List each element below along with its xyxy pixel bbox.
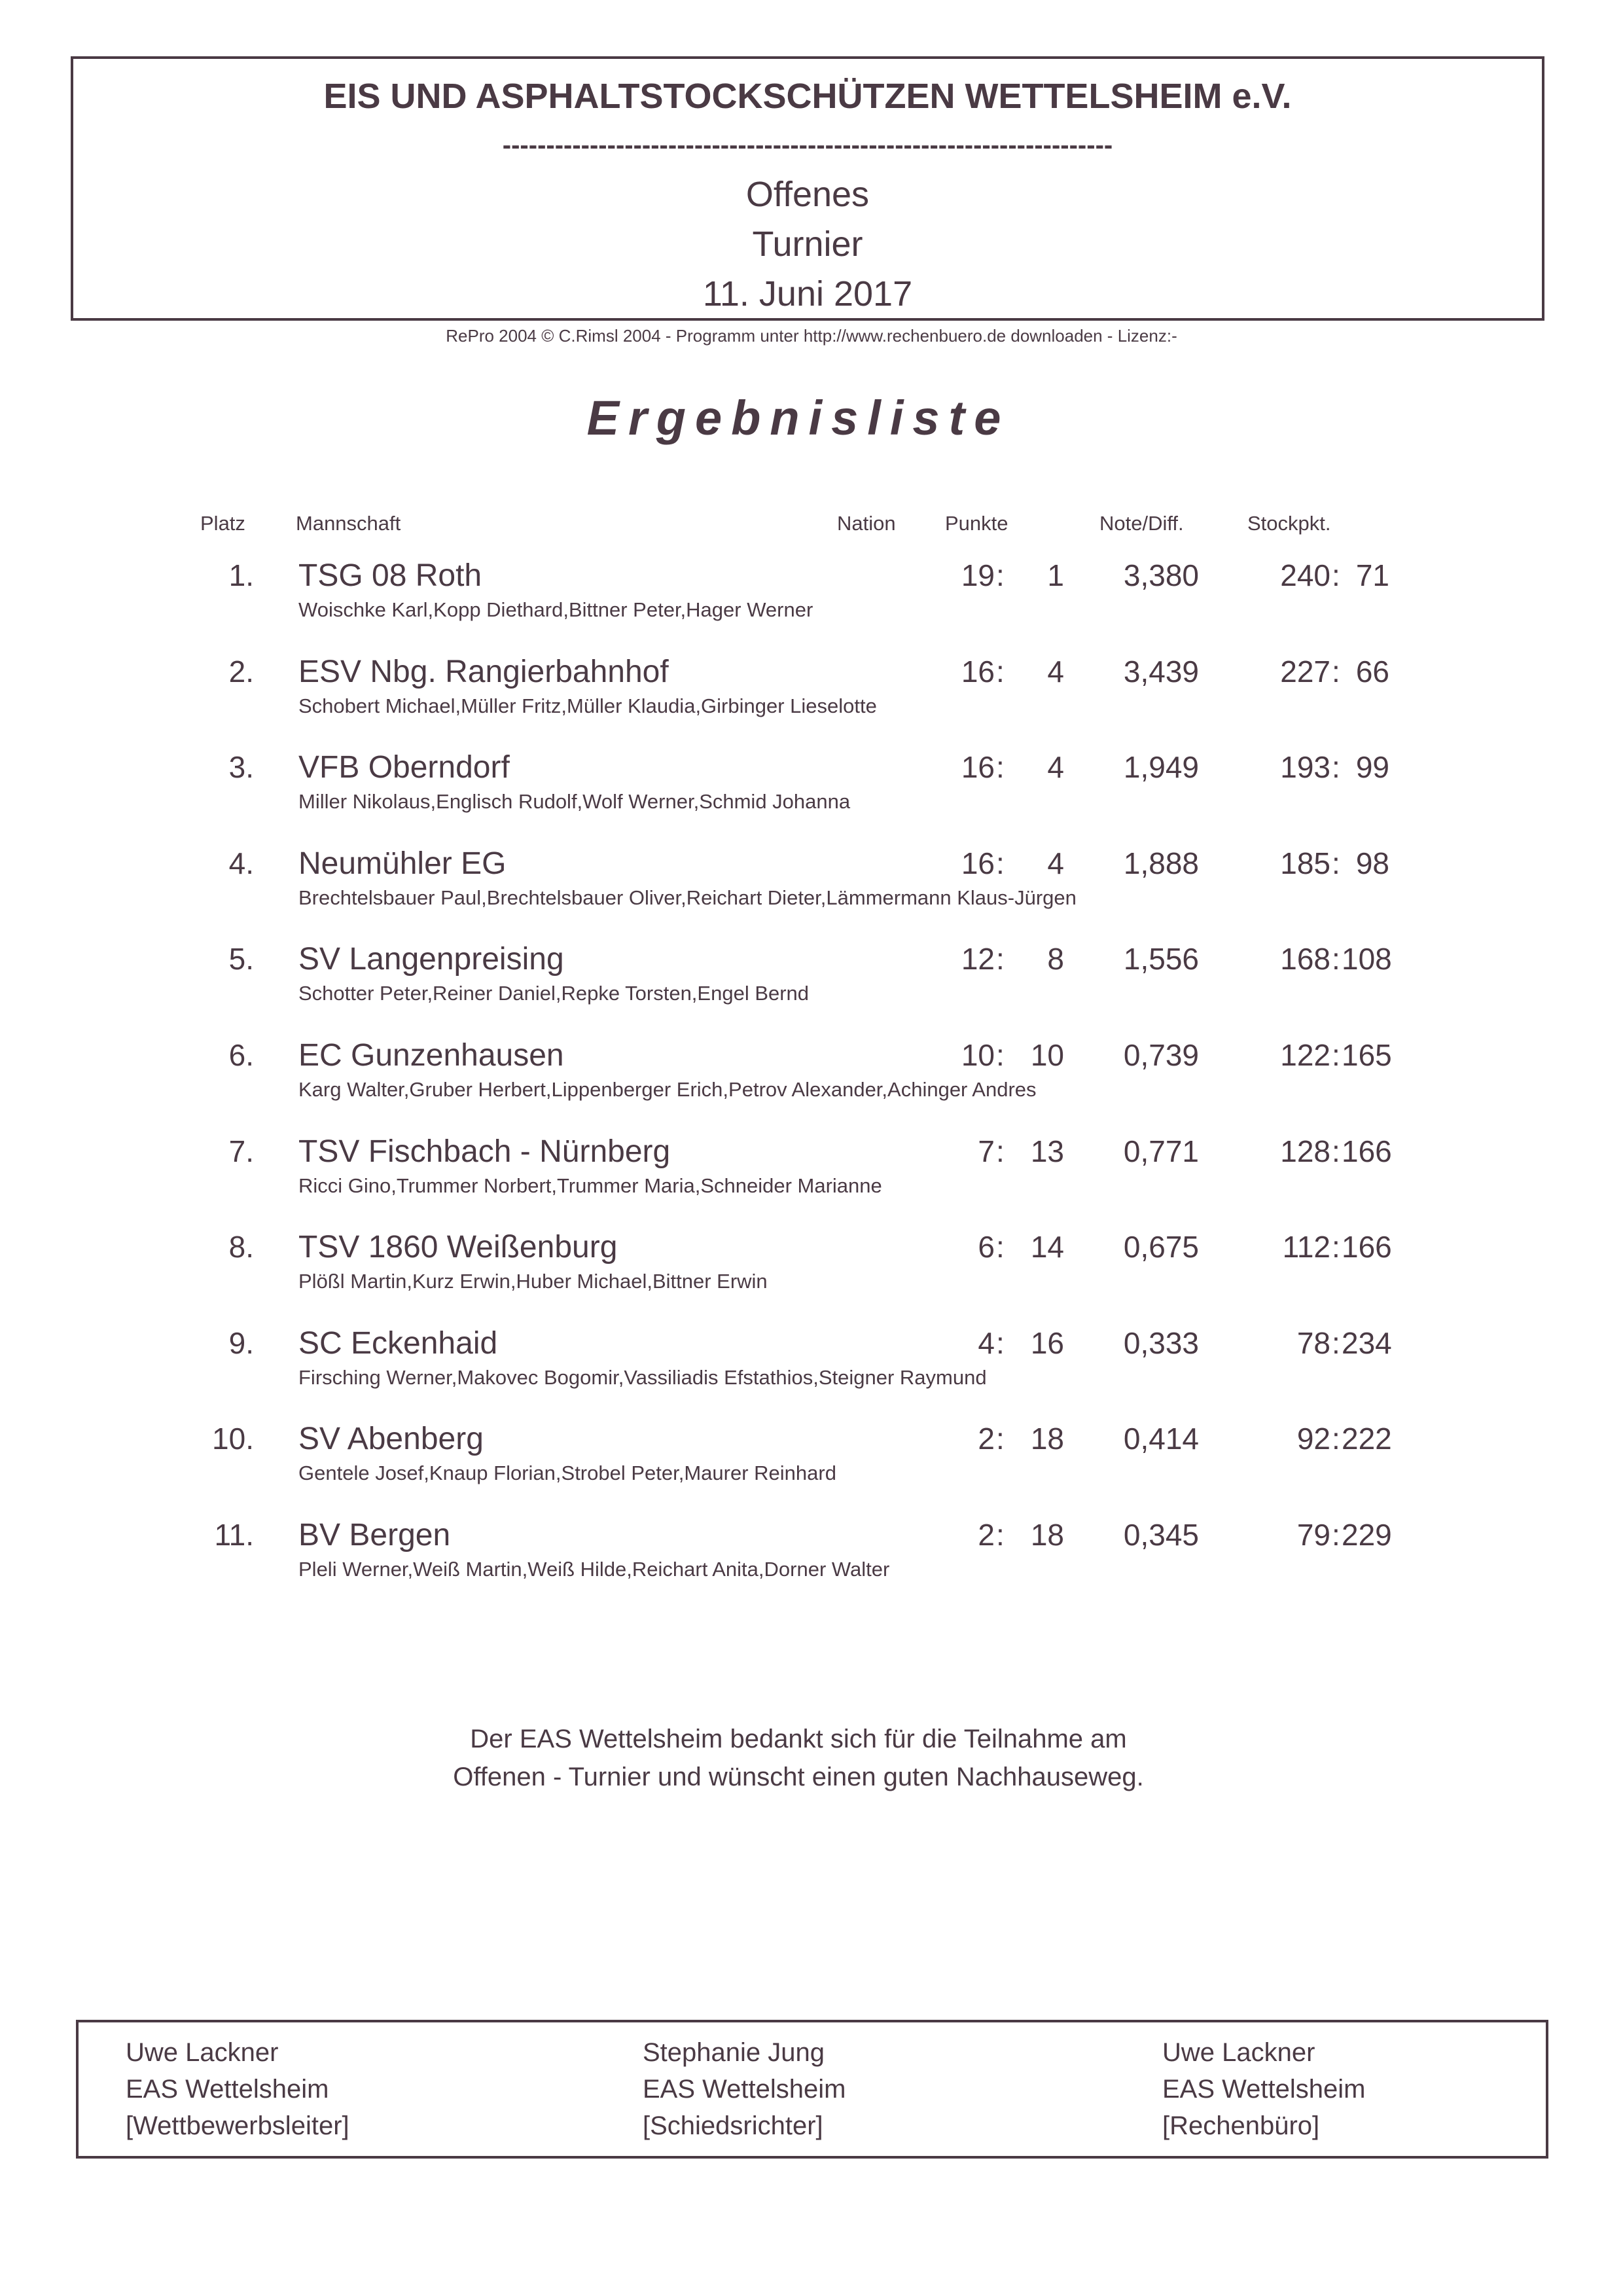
software-note: RePro 2004 © C.Rimsl 2004 - Programm unter http://www.rechenbuero.de downloaden - Lizenz:- [446, 326, 1177, 346]
header-line-2: Turnier [752, 224, 863, 264]
stock-points-lost: 99 [1355, 750, 1389, 784]
note-diff: 3,439 [1123, 655, 1199, 689]
stock-separator: : [1332, 942, 1340, 976]
team-name: VFB Oberndorf [298, 750, 510, 785]
stock-points-lost: 98 [1355, 846, 1389, 880]
team-name: EC Gunzenhausen [298, 1038, 564, 1073]
team-members: Plößl Martin,Kurz Erwin,Huber Michael,Bittner Erwin [298, 1270, 768, 1293]
rank: 7. [228, 1134, 254, 1168]
points-separator: : [996, 1326, 1005, 1360]
stock-separator: : [1332, 1326, 1340, 1360]
signature-name: Uwe Lackner [1162, 2038, 1315, 2067]
stock-points-won: 193 [1280, 750, 1330, 784]
signature-block [1162, 2034, 1366, 2144]
signature-block [126, 2034, 349, 2144]
col-header-mannschaft: Mannschaft [296, 512, 401, 535]
note-diff: 0,739 [1123, 1038, 1199, 1072]
stock-separator: : [1332, 1422, 1340, 1456]
note-diff: 1,888 [1123, 846, 1199, 880]
stock-points-won: 128 [1280, 1134, 1330, 1168]
points-separator: : [996, 750, 1005, 784]
team-members: Gentele Josef,Knaup Florian,Strobel Peter,Maurer Reinhard [298, 1462, 836, 1484]
rank: 3. [228, 750, 254, 784]
team-name: ESV Nbg. Rangierbahnhof [298, 655, 669, 689]
header-box [71, 56, 1544, 321]
col-header-nation: Nation [837, 512, 896, 535]
stock-points-lost: 71 [1355, 558, 1389, 592]
team-name: SV Langenpreising [298, 942, 564, 977]
result-row [0, 1037, 1623, 1129]
stock-points-won: 240 [1280, 558, 1330, 592]
note-diff: 0,345 [1123, 1518, 1199, 1552]
points-lost: 4 [1047, 750, 1064, 784]
header-dashes: ---------------------------------------------------------------------- [502, 131, 1113, 160]
points-lost: 8 [1047, 942, 1064, 976]
stock-separator: : [1332, 655, 1340, 689]
points-separator: : [996, 942, 1005, 976]
stock-points-lost: 165 [1342, 1038, 1392, 1072]
rank: 10. [212, 1422, 254, 1456]
team-name: Neumühler EG [298, 846, 507, 881]
stock-separator: : [1332, 1134, 1340, 1168]
note-diff: 3,380 [1123, 558, 1199, 592]
stock-separator: : [1332, 846, 1340, 880]
team-name: BV Bergen [298, 1518, 451, 1552]
points-won: 19 [961, 558, 995, 592]
note-diff: 0,414 [1123, 1422, 1199, 1456]
stock-points-won: 168 [1280, 942, 1330, 976]
result-row [0, 1421, 1623, 1513]
list-title: Ergebnisliste [586, 391, 1010, 445]
result-row [0, 749, 1623, 841]
points-lost: 4 [1047, 655, 1064, 689]
note-diff: 1,949 [1123, 750, 1199, 784]
result-row [0, 558, 1623, 649]
team-members: Miller Nikolaus,Englisch Rudolf,Wolf Werner,Schmid Johanna [298, 790, 851, 813]
team-members: Brechtelsbauer Paul,Brechtelsbauer Oliver,Reichart Dieter,Lämmermann Klaus-Jürgen [298, 886, 1077, 909]
team-members: Karg Walter,Gruber Herbert,Lippenberger Erich,Petrov Alexander,Achinger Andres [298, 1078, 1037, 1101]
note-diff: 0,771 [1123, 1134, 1199, 1168]
stock-points-lost: 66 [1355, 655, 1389, 689]
note-diff: 1,556 [1123, 942, 1199, 976]
signature-role: [Schiedsrichter] [643, 2111, 823, 2140]
stock-points-won: 112 [1282, 1230, 1330, 1264]
stock-separator: : [1332, 1230, 1340, 1264]
rank: 1. [228, 558, 254, 592]
points-separator: : [996, 1038, 1005, 1072]
team-members: Firsching Werner,Makovec Bogomir,Vassiliadis Efstathios,Steigner Raymund [298, 1366, 987, 1389]
rank: 11. [214, 1518, 254, 1552]
event-date: 11. Juni 2017 [702, 274, 913, 314]
result-row [0, 1229, 1623, 1321]
points-lost: 14 [1030, 1230, 1064, 1264]
signature-block [643, 2034, 846, 2144]
club-title: EIS UND ASPHALTSTOCKSCHÜTZEN WETTELSHEIM e.V. [323, 77, 1292, 116]
points-lost: 13 [1030, 1134, 1064, 1168]
signature-name: Stephanie Jung [643, 2038, 825, 2067]
stock-points-won: 92 [1296, 1422, 1330, 1456]
result-row [0, 1325, 1623, 1417]
result-row [0, 654, 1623, 745]
rank: 2. [228, 655, 254, 689]
team-name: TSG 08 Roth [298, 558, 482, 593]
team-name: TSV Fischbach - Nürnberg [298, 1134, 671, 1169]
points-separator: : [996, 1134, 1005, 1168]
note-diff: 0,333 [1123, 1326, 1199, 1360]
thanks-line-1: Der EAS Wettelsheim bedankt sich für die Teilnahme am [470, 1725, 1127, 1753]
col-header-stockpkt: Stockpkt. [1247, 512, 1331, 535]
result-row [0, 1517, 1623, 1609]
signature-role: [Rechenbüro] [1162, 2111, 1320, 2140]
points-lost: 1 [1047, 558, 1064, 592]
points-won: 16 [961, 750, 995, 784]
points-won: 12 [961, 942, 995, 976]
stock-points-lost: 222 [1342, 1422, 1392, 1456]
team-members: Ricci Gino,Trummer Norbert,Trummer Maria,Schneider Marianne [298, 1174, 882, 1197]
rank: 5. [228, 942, 254, 976]
points-separator: : [996, 1422, 1005, 1456]
points-won: 6 [978, 1230, 995, 1264]
stock-points-won: 122 [1280, 1038, 1330, 1072]
signature-name: Uwe Lackner [126, 2038, 279, 2067]
rank: 9. [228, 1326, 254, 1360]
signature-club: EAS Wettelsheim [643, 2075, 846, 2104]
points-won: 2 [978, 1422, 995, 1456]
col-header-platz: Platz [200, 512, 245, 535]
rank: 6. [228, 1038, 254, 1072]
points-won: 10 [961, 1038, 995, 1072]
header-line-1: Offenes [745, 175, 870, 214]
signature-box [76, 2020, 1548, 2159]
signature-role: [Wettbewerbsleiter] [126, 2111, 349, 2140]
result-row [0, 846, 1623, 937]
team-name: SC Eckenhaid [298, 1326, 498, 1361]
result-row [0, 1134, 1623, 1225]
stock-points-won: 78 [1296, 1326, 1330, 1360]
stock-points-won: 79 [1296, 1518, 1330, 1552]
points-separator: : [996, 1518, 1005, 1552]
points-lost: 18 [1030, 1518, 1064, 1552]
points-lost: 10 [1030, 1038, 1064, 1072]
thanks-message [0, 1720, 1597, 1796]
col-header-note: Note/Diff. [1099, 512, 1184, 535]
team-members: Pleli Werner,Weiß Martin,Weiß Hilde,Reichart Anita,Dorner Walter [298, 1558, 890, 1581]
stock-points-lost: 166 [1342, 1230, 1392, 1264]
points-won: 2 [978, 1518, 995, 1552]
rank: 8. [228, 1230, 254, 1264]
thanks-line-2: Offenen - Turnier und wünscht einen guten Nachhauseweg. [453, 1763, 1144, 1791]
points-separator: : [996, 1230, 1005, 1264]
stock-separator: : [1332, 1038, 1340, 1072]
stock-points-lost: 108 [1342, 942, 1392, 976]
team-name: SV Abenberg [298, 1422, 484, 1456]
points-separator: : [996, 846, 1005, 880]
stock-points-lost: 166 [1342, 1134, 1392, 1168]
team-members: Schotter Peter,Reiner Daniel,Repke Torsten,Engel Bernd [298, 982, 810, 1005]
points-won: 16 [961, 655, 995, 689]
note-diff: 0,675 [1123, 1230, 1199, 1264]
points-won: 7 [978, 1134, 995, 1168]
stock-separator: : [1332, 750, 1340, 784]
team-name: TSV 1860 Weißenburg [298, 1230, 618, 1265]
team-members: Woischke Karl,Kopp Diethard,Bittner Peter,Hager Werner [298, 598, 813, 621]
points-separator: : [996, 558, 1005, 592]
stock-points-lost: 234 [1342, 1326, 1392, 1360]
rank: 4. [228, 846, 254, 880]
signature-club: EAS Wettelsheim [1162, 2075, 1366, 2104]
team-members: Schobert Michael,Müller Fritz,Müller Klaudia,Girbinger Lieselotte [298, 694, 877, 717]
result-row [0, 941, 1623, 1033]
points-separator: : [996, 655, 1005, 689]
stock-separator: : [1332, 1518, 1340, 1552]
signature-club: EAS Wettelsheim [126, 2075, 329, 2104]
points-lost: 18 [1030, 1422, 1064, 1456]
points-lost: 16 [1030, 1326, 1064, 1360]
points-won: 16 [961, 846, 995, 880]
stock-points-won: 227 [1280, 655, 1330, 689]
col-header-punkte: Punkte [945, 512, 1008, 535]
stock-points-won: 185 [1280, 846, 1330, 880]
points-lost: 4 [1047, 846, 1064, 880]
points-won: 4 [978, 1326, 995, 1360]
stock-points-lost: 229 [1342, 1518, 1392, 1552]
stock-separator: : [1332, 558, 1340, 592]
